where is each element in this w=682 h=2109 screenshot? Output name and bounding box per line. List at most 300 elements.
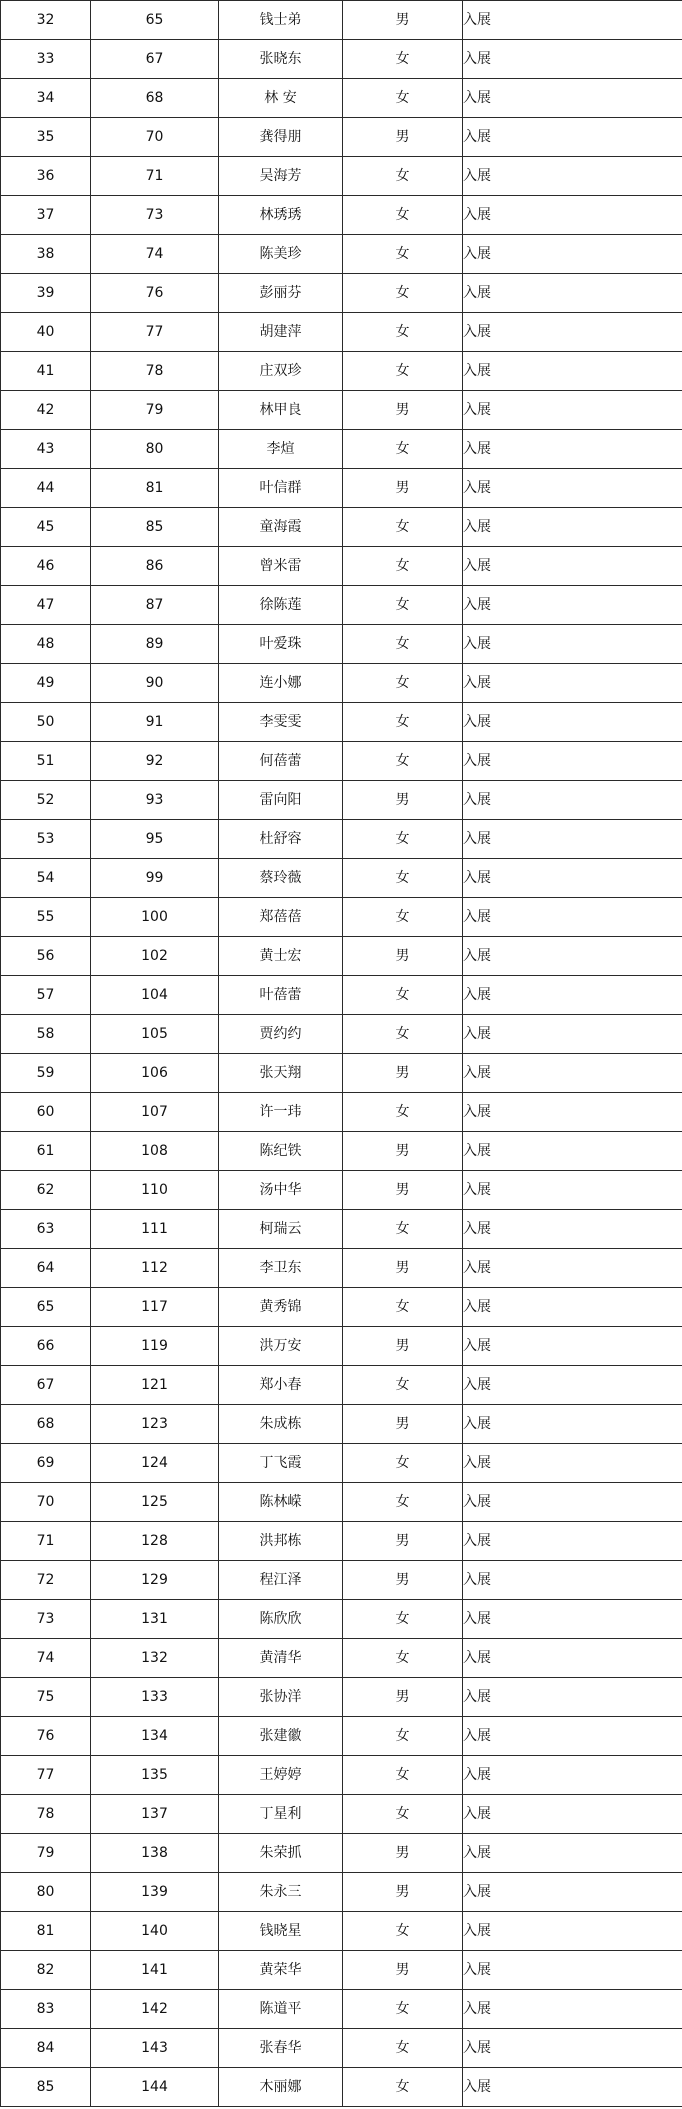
row-sequence-cell: 52 bbox=[1, 781, 91, 820]
row-sequence-cell: 42 bbox=[1, 391, 91, 430]
result-cell: 入展 bbox=[463, 430, 682, 469]
gender-cell: 女 bbox=[343, 352, 463, 391]
gender-cell: 女 bbox=[343, 1717, 463, 1756]
gender-cell: 女 bbox=[343, 1912, 463, 1951]
result-cell: 入展 bbox=[463, 820, 682, 859]
gender-cell: 男 bbox=[343, 469, 463, 508]
row-sequence-cell: 44 bbox=[1, 469, 91, 508]
result-cell: 入展 bbox=[463, 79, 682, 118]
gender-cell: 女 bbox=[343, 430, 463, 469]
entry-number-cell: 74 bbox=[91, 235, 219, 274]
name-cell: 陈美珍 bbox=[219, 235, 343, 274]
name-cell: 陈道平 bbox=[219, 1990, 343, 2029]
name-cell: 程江泽 bbox=[219, 1561, 343, 1600]
entry-number-cell: 105 bbox=[91, 1015, 219, 1054]
table-row bbox=[1, 1327, 682, 1366]
name-cell: 张天翔 bbox=[219, 1054, 343, 1093]
table-row bbox=[1, 274, 682, 313]
result-cell: 入展 bbox=[463, 1639, 682, 1678]
gender-cell: 女 bbox=[343, 976, 463, 1015]
row-sequence-cell: 75 bbox=[1, 1678, 91, 1717]
entry-number-cell: 85 bbox=[91, 508, 219, 547]
result-cell: 入展 bbox=[463, 898, 682, 937]
result-cell: 入展 bbox=[463, 547, 682, 586]
table-row bbox=[1, 781, 682, 820]
entry-number-cell: 125 bbox=[91, 1483, 219, 1522]
name-cell: 林琇琇 bbox=[219, 196, 343, 235]
gender-cell: 女 bbox=[343, 1639, 463, 1678]
name-cell: 李雯雯 bbox=[219, 703, 343, 742]
entry-number-cell: 90 bbox=[91, 664, 219, 703]
entry-number-cell: 89 bbox=[91, 625, 219, 664]
result-cell: 入展 bbox=[463, 1522, 682, 1561]
row-sequence-cell: 43 bbox=[1, 430, 91, 469]
table-row bbox=[1, 1288, 682, 1327]
result-cell: 入展 bbox=[463, 469, 682, 508]
entry-number-cell: 135 bbox=[91, 1756, 219, 1795]
row-sequence-cell: 54 bbox=[1, 859, 91, 898]
name-cell: 庄双珍 bbox=[219, 352, 343, 391]
gender-cell: 女 bbox=[343, 40, 463, 79]
table-row bbox=[1, 196, 682, 235]
entry-number-cell: 104 bbox=[91, 976, 219, 1015]
entry-number-cell: 77 bbox=[91, 313, 219, 352]
row-sequence-cell: 83 bbox=[1, 1990, 91, 2029]
result-cell: 入展 bbox=[463, 1327, 682, 1366]
row-sequence-cell: 46 bbox=[1, 547, 91, 586]
gender-cell: 男 bbox=[343, 1678, 463, 1717]
result-cell: 入展 bbox=[463, 1366, 682, 1405]
row-sequence-cell: 57 bbox=[1, 976, 91, 1015]
row-sequence-cell: 63 bbox=[1, 1210, 91, 1249]
table-row bbox=[1, 79, 682, 118]
name-cell: 胡建萍 bbox=[219, 313, 343, 352]
name-cell: 洪邦栋 bbox=[219, 1522, 343, 1561]
gender-cell: 女 bbox=[343, 79, 463, 118]
name-cell: 王婷婷 bbox=[219, 1756, 343, 1795]
entry-number-cell: 76 bbox=[91, 274, 219, 313]
result-cell: 入展 bbox=[463, 1600, 682, 1639]
entry-number-cell: 92 bbox=[91, 742, 219, 781]
result-cell: 入展 bbox=[463, 1561, 682, 1600]
table-row bbox=[1, 469, 682, 508]
row-sequence-cell: 74 bbox=[1, 1639, 91, 1678]
row-sequence-cell: 40 bbox=[1, 313, 91, 352]
gender-cell: 女 bbox=[343, 196, 463, 235]
entry-number-cell: 121 bbox=[91, 1366, 219, 1405]
row-sequence-cell: 82 bbox=[1, 1951, 91, 1990]
row-sequence-cell: 71 bbox=[1, 1522, 91, 1561]
row-sequence-cell: 51 bbox=[1, 742, 91, 781]
row-sequence-cell: 68 bbox=[1, 1405, 91, 1444]
gender-cell: 女 bbox=[343, 2029, 463, 2068]
result-cell: 入展 bbox=[463, 1873, 682, 1912]
name-cell: 丁飞霞 bbox=[219, 1444, 343, 1483]
result-cell: 入展 bbox=[463, 2029, 682, 2068]
table-row bbox=[1, 1912, 682, 1951]
result-cell: 入展 bbox=[463, 1912, 682, 1951]
gender-cell: 女 bbox=[343, 508, 463, 547]
entry-number-cell: 117 bbox=[91, 1288, 219, 1327]
name-cell: 钱士弟 bbox=[219, 1, 343, 40]
table-row bbox=[1, 1561, 682, 1600]
name-cell: 黄秀锦 bbox=[219, 1288, 343, 1327]
gender-cell: 女 bbox=[343, 274, 463, 313]
gender-cell: 男 bbox=[343, 1834, 463, 1873]
name-cell: 雷向阳 bbox=[219, 781, 343, 820]
name-cell: 徐陈莲 bbox=[219, 586, 343, 625]
gender-cell: 女 bbox=[343, 586, 463, 625]
table-row bbox=[1, 1756, 682, 1795]
row-sequence-cell: 59 bbox=[1, 1054, 91, 1093]
result-cell: 入展 bbox=[463, 2068, 682, 2107]
table-row bbox=[1, 430, 682, 469]
entry-number-cell: 86 bbox=[91, 547, 219, 586]
entry-number-cell: 143 bbox=[91, 2029, 219, 2068]
result-cell: 入展 bbox=[463, 1444, 682, 1483]
row-sequence-cell: 45 bbox=[1, 508, 91, 547]
entry-number-cell: 123 bbox=[91, 1405, 219, 1444]
table-row bbox=[1, 1249, 682, 1288]
name-cell: 叶信群 bbox=[219, 469, 343, 508]
result-cell: 入展 bbox=[463, 976, 682, 1015]
entry-number-cell: 129 bbox=[91, 1561, 219, 1600]
table-row bbox=[1, 391, 682, 430]
table-row bbox=[1, 1054, 682, 1093]
gender-cell: 男 bbox=[343, 937, 463, 976]
row-sequence-cell: 81 bbox=[1, 1912, 91, 1951]
table-row bbox=[1, 352, 682, 391]
row-sequence-cell: 47 bbox=[1, 586, 91, 625]
table-row bbox=[1, 976, 682, 1015]
entry-number-cell: 106 bbox=[91, 1054, 219, 1093]
row-sequence-cell: 38 bbox=[1, 235, 91, 274]
entry-number-cell: 141 bbox=[91, 1951, 219, 1990]
result-cell: 入展 bbox=[463, 1249, 682, 1288]
entry-number-cell: 107 bbox=[91, 1093, 219, 1132]
table-row bbox=[1, 235, 682, 274]
entry-number-cell: 133 bbox=[91, 1678, 219, 1717]
result-cell: 入展 bbox=[463, 508, 682, 547]
entry-number-cell: 112 bbox=[91, 1249, 219, 1288]
gender-cell: 男 bbox=[343, 1522, 463, 1561]
name-cell: 朱永三 bbox=[219, 1873, 343, 1912]
gender-cell: 男 bbox=[343, 1561, 463, 1600]
entry-number-cell: 119 bbox=[91, 1327, 219, 1366]
result-cell: 入展 bbox=[463, 352, 682, 391]
entry-number-cell: 138 bbox=[91, 1834, 219, 1873]
gender-cell: 男 bbox=[343, 1171, 463, 1210]
name-cell: 张春华 bbox=[219, 2029, 343, 2068]
row-sequence-cell: 34 bbox=[1, 79, 91, 118]
name-cell: 木丽娜 bbox=[219, 2068, 343, 2107]
table-row bbox=[1, 118, 682, 157]
entry-number-cell: 102 bbox=[91, 937, 219, 976]
gender-cell: 男 bbox=[343, 781, 463, 820]
name-cell: 郑蓓蓓 bbox=[219, 898, 343, 937]
result-cell: 入展 bbox=[463, 1093, 682, 1132]
gender-cell: 女 bbox=[343, 1990, 463, 2029]
name-cell: 彭丽芬 bbox=[219, 274, 343, 313]
table-row bbox=[1, 1405, 682, 1444]
table-row bbox=[1, 508, 682, 547]
row-sequence-cell: 33 bbox=[1, 40, 91, 79]
name-cell: 龚得朋 bbox=[219, 118, 343, 157]
table-row bbox=[1, 1483, 682, 1522]
gender-cell: 女 bbox=[343, 1600, 463, 1639]
row-sequence-cell: 55 bbox=[1, 898, 91, 937]
result-cell: 入展 bbox=[463, 781, 682, 820]
table-row bbox=[1, 2068, 682, 2107]
table-row bbox=[1, 1444, 682, 1483]
table-row bbox=[1, 1678, 682, 1717]
gender-cell: 女 bbox=[343, 235, 463, 274]
table-row bbox=[1, 664, 682, 703]
result-cell: 入展 bbox=[463, 1132, 682, 1171]
name-cell: 杜舒容 bbox=[219, 820, 343, 859]
name-cell: 陈欣欣 bbox=[219, 1600, 343, 1639]
entry-number-cell: 132 bbox=[91, 1639, 219, 1678]
result-cell: 入展 bbox=[463, 1483, 682, 1522]
entry-number-cell: 67 bbox=[91, 40, 219, 79]
table-row bbox=[1, 547, 682, 586]
table-row bbox=[1, 937, 682, 976]
name-cell: 张协洋 bbox=[219, 1678, 343, 1717]
name-cell: 吴海芳 bbox=[219, 157, 343, 196]
name-cell: 黄士宏 bbox=[219, 937, 343, 976]
name-cell: 林甲良 bbox=[219, 391, 343, 430]
gender-cell: 女 bbox=[343, 1483, 463, 1522]
table-row bbox=[1, 1639, 682, 1678]
table-row bbox=[1, 1132, 682, 1171]
row-sequence-cell: 69 bbox=[1, 1444, 91, 1483]
name-cell: 叶蓓蕾 bbox=[219, 976, 343, 1015]
name-cell: 陈纪铁 bbox=[219, 1132, 343, 1171]
result-cell: 入展 bbox=[463, 1210, 682, 1249]
row-sequence-cell: 73 bbox=[1, 1600, 91, 1639]
entry-number-cell: 100 bbox=[91, 898, 219, 937]
row-sequence-cell: 78 bbox=[1, 1795, 91, 1834]
entry-number-cell: 140 bbox=[91, 1912, 219, 1951]
name-cell: 童海霞 bbox=[219, 508, 343, 547]
name-cell: 黄荣华 bbox=[219, 1951, 343, 1990]
row-sequence-cell: 61 bbox=[1, 1132, 91, 1171]
table-row bbox=[1, 1795, 682, 1834]
result-cell: 入展 bbox=[463, 391, 682, 430]
entry-number-cell: 91 bbox=[91, 703, 219, 742]
result-cell: 入展 bbox=[463, 742, 682, 781]
result-cell: 入展 bbox=[463, 1288, 682, 1327]
gender-cell: 女 bbox=[343, 1210, 463, 1249]
result-cell: 入展 bbox=[463, 1, 682, 40]
name-cell: 陈林嵘 bbox=[219, 1483, 343, 1522]
entry-number-cell: 65 bbox=[91, 1, 219, 40]
name-cell: 朱成栋 bbox=[219, 1405, 343, 1444]
entry-number-cell: 144 bbox=[91, 2068, 219, 2107]
row-sequence-cell: 76 bbox=[1, 1717, 91, 1756]
gender-cell: 男 bbox=[343, 1405, 463, 1444]
name-cell: 丁星利 bbox=[219, 1795, 343, 1834]
gender-cell: 女 bbox=[343, 859, 463, 898]
row-sequence-cell: 37 bbox=[1, 196, 91, 235]
gender-cell: 女 bbox=[343, 820, 463, 859]
name-cell: 张建徽 bbox=[219, 1717, 343, 1756]
gender-cell: 女 bbox=[343, 1795, 463, 1834]
table-row bbox=[1, 898, 682, 937]
table-row bbox=[1, 859, 682, 898]
table-row bbox=[1, 1093, 682, 1132]
table-row bbox=[1, 1015, 682, 1054]
row-sequence-cell: 58 bbox=[1, 1015, 91, 1054]
table-row bbox=[1, 1171, 682, 1210]
name-cell: 叶爱珠 bbox=[219, 625, 343, 664]
name-cell: 何蓓蕾 bbox=[219, 742, 343, 781]
entry-number-cell: 71 bbox=[91, 157, 219, 196]
gender-cell: 女 bbox=[343, 625, 463, 664]
row-sequence-cell: 60 bbox=[1, 1093, 91, 1132]
row-sequence-cell: 84 bbox=[1, 2029, 91, 2068]
result-cell: 入展 bbox=[463, 1054, 682, 1093]
gender-cell: 女 bbox=[343, 313, 463, 352]
name-cell: 郑小春 bbox=[219, 1366, 343, 1405]
result-cell: 入展 bbox=[463, 1795, 682, 1834]
result-cell: 入展 bbox=[463, 1990, 682, 2029]
gender-cell: 女 bbox=[343, 1444, 463, 1483]
row-sequence-cell: 70 bbox=[1, 1483, 91, 1522]
entry-number-cell: 81 bbox=[91, 469, 219, 508]
gender-cell: 女 bbox=[343, 664, 463, 703]
gender-cell: 女 bbox=[343, 1015, 463, 1054]
row-sequence-cell: 79 bbox=[1, 1834, 91, 1873]
row-sequence-cell: 85 bbox=[1, 2068, 91, 2107]
table-row bbox=[1, 586, 682, 625]
gender-cell: 女 bbox=[343, 742, 463, 781]
name-cell: 李煊 bbox=[219, 430, 343, 469]
row-sequence-cell: 49 bbox=[1, 664, 91, 703]
gender-cell: 女 bbox=[343, 1093, 463, 1132]
row-sequence-cell: 72 bbox=[1, 1561, 91, 1600]
entry-number-cell: 108 bbox=[91, 1132, 219, 1171]
result-cell: 入展 bbox=[463, 40, 682, 79]
result-cell: 入展 bbox=[463, 1717, 682, 1756]
name-cell: 曾米雷 bbox=[219, 547, 343, 586]
entry-number-cell: 139 bbox=[91, 1873, 219, 1912]
table-row bbox=[1, 2029, 682, 2068]
row-sequence-cell: 77 bbox=[1, 1756, 91, 1795]
result-cell: 入展 bbox=[463, 313, 682, 352]
table-row bbox=[1, 1873, 682, 1912]
name-cell: 汤中华 bbox=[219, 1171, 343, 1210]
row-sequence-cell: 35 bbox=[1, 118, 91, 157]
row-sequence-cell: 80 bbox=[1, 1873, 91, 1912]
result-cell: 入展 bbox=[463, 1405, 682, 1444]
table-row bbox=[1, 1366, 682, 1405]
row-sequence-cell: 62 bbox=[1, 1171, 91, 1210]
row-sequence-cell: 50 bbox=[1, 703, 91, 742]
entry-number-cell: 110 bbox=[91, 1171, 219, 1210]
table-row bbox=[1, 1, 682, 40]
name-cell: 贾约约 bbox=[219, 1015, 343, 1054]
table-row bbox=[1, 1951, 682, 1990]
result-cell: 入展 bbox=[463, 859, 682, 898]
gender-cell: 女 bbox=[343, 1756, 463, 1795]
table-row bbox=[1, 40, 682, 79]
result-cell: 入展 bbox=[463, 1015, 682, 1054]
name-cell: 洪万安 bbox=[219, 1327, 343, 1366]
entry-number-cell: 134 bbox=[91, 1717, 219, 1756]
name-cell: 许一玮 bbox=[219, 1093, 343, 1132]
entry-number-cell: 128 bbox=[91, 1522, 219, 1561]
row-sequence-cell: 66 bbox=[1, 1327, 91, 1366]
gender-cell: 女 bbox=[343, 898, 463, 937]
name-cell: 李卫东 bbox=[219, 1249, 343, 1288]
table-row bbox=[1, 157, 682, 196]
gender-cell: 男 bbox=[343, 1951, 463, 1990]
table-row bbox=[1, 1990, 682, 2029]
entry-number-cell: 78 bbox=[91, 352, 219, 391]
entry-number-cell: 68 bbox=[91, 79, 219, 118]
gender-cell: 女 bbox=[343, 703, 463, 742]
gender-cell: 女 bbox=[343, 1366, 463, 1405]
table-row bbox=[1, 1834, 682, 1873]
result-cell: 入展 bbox=[463, 235, 682, 274]
entry-number-cell: 79 bbox=[91, 391, 219, 430]
entry-number-cell: 70 bbox=[91, 118, 219, 157]
gender-cell: 男 bbox=[343, 1132, 463, 1171]
table-row bbox=[1, 742, 682, 781]
name-cell: 林 安 bbox=[219, 79, 343, 118]
row-sequence-cell: 56 bbox=[1, 937, 91, 976]
name-cell: 蔡玲薇 bbox=[219, 859, 343, 898]
gender-cell: 男 bbox=[343, 1249, 463, 1288]
row-sequence-cell: 39 bbox=[1, 274, 91, 313]
gender-cell: 女 bbox=[343, 547, 463, 586]
gender-cell: 女 bbox=[343, 157, 463, 196]
gender-cell: 女 bbox=[343, 2068, 463, 2107]
table-row bbox=[1, 703, 682, 742]
name-cell: 连小娜 bbox=[219, 664, 343, 703]
name-cell: 张晓东 bbox=[219, 40, 343, 79]
table-row bbox=[1, 625, 682, 664]
table-row bbox=[1, 1522, 682, 1561]
result-cell: 入展 bbox=[463, 1171, 682, 1210]
result-cell: 入展 bbox=[463, 1834, 682, 1873]
entry-number-cell: 80 bbox=[91, 430, 219, 469]
gender-cell: 男 bbox=[343, 1327, 463, 1366]
table-row bbox=[1, 1717, 682, 1756]
row-sequence-cell: 48 bbox=[1, 625, 91, 664]
result-cell: 入展 bbox=[463, 274, 682, 313]
table-row bbox=[1, 313, 682, 352]
gender-cell: 男 bbox=[343, 1054, 463, 1093]
gender-cell: 男 bbox=[343, 391, 463, 430]
result-cell: 入展 bbox=[463, 196, 682, 235]
entry-number-cell: 95 bbox=[91, 820, 219, 859]
result-cell: 入展 bbox=[463, 1678, 682, 1717]
result-cell: 入展 bbox=[463, 664, 682, 703]
result-cell: 入展 bbox=[463, 1951, 682, 1990]
entry-number-cell: 99 bbox=[91, 859, 219, 898]
table-row bbox=[1, 1210, 682, 1249]
entry-number-cell: 93 bbox=[91, 781, 219, 820]
row-sequence-cell: 32 bbox=[1, 1, 91, 40]
row-sequence-cell: 67 bbox=[1, 1366, 91, 1405]
row-sequence-cell: 36 bbox=[1, 157, 91, 196]
row-sequence-cell: 65 bbox=[1, 1288, 91, 1327]
name-cell: 朱荣抓 bbox=[219, 1834, 343, 1873]
gender-cell: 男 bbox=[343, 1873, 463, 1912]
entry-number-cell: 87 bbox=[91, 586, 219, 625]
